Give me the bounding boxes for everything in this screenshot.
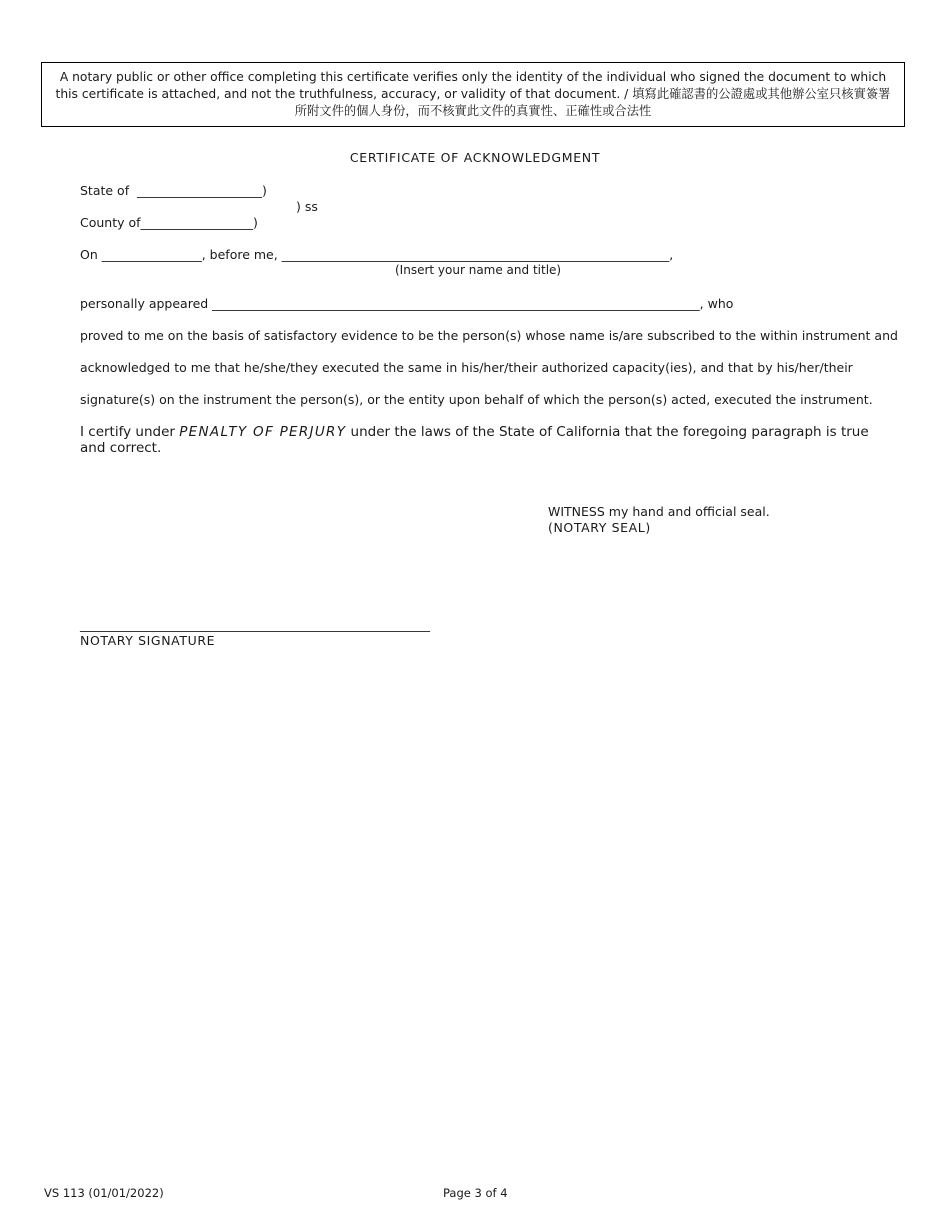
certify-before: I certify under bbox=[80, 424, 180, 440]
witness-text: WITNESS my hand and official seal. bbox=[548, 504, 770, 519]
notice-box bbox=[41, 62, 905, 127]
state-line: State of ____________________) bbox=[80, 183, 267, 198]
personally-appeared-line: personally appeared ______________________________________________________________________________, who bbox=[80, 296, 734, 311]
insert-name-note: (Insert your name and title) bbox=[395, 263, 562, 277]
form-id: VS 113 (01/01/2022) bbox=[44, 1186, 164, 1200]
certify-after: under the laws of the State of California that the foregoing paragraph is true and correct. bbox=[80, 424, 869, 456]
notary-seal-label: (NOTARY SEAL) bbox=[548, 520, 651, 535]
page-number: Page 3 of 4 bbox=[443, 1186, 508, 1200]
ss-label: ) ss bbox=[296, 199, 318, 214]
certify-statement bbox=[80, 424, 890, 456]
paragraph-line-3: signature(s) on the instrument the person(s), or the entity upon behalf of which the person(s) acted, executed the instrument. bbox=[80, 392, 873, 407]
county-line: County of__________________) bbox=[80, 215, 258, 230]
paragraph-line-1: proved to me on the basis of satisfactory evidence to be the person(s) whose name is/are subscribed to the within instrument and bbox=[80, 328, 898, 343]
signature-line: ________________________________________________________ bbox=[80, 617, 430, 632]
paragraph-line-2: acknowledged to me that he/she/they executed the same in his/her/their authorized capacity(ies), and that by his/her/their bbox=[80, 360, 853, 375]
on-before-me-line: On ________________, before me, ______________________________________________________________, bbox=[80, 247, 674, 262]
notice-text: A notary public or other office completing this certificate verifies only the identity of the individual who signed the document to which this certificate is attached, and not the truthfulness, accuracy, or validity of that document. / 填寫此確認書的公證處或其他辦公室只核實簽署所附文件的個人身份，而不核實此文件的真實性、正確性或合法性 bbox=[55, 70, 891, 118]
penalty-of-perjury: PENALTY OF PERJURY bbox=[179, 424, 347, 440]
page-title: CERTIFICATE OF ACKNOWLEDGMENT bbox=[349, 150, 601, 165]
notary-signature-label: NOTARY SIGNATURE bbox=[80, 633, 216, 648]
